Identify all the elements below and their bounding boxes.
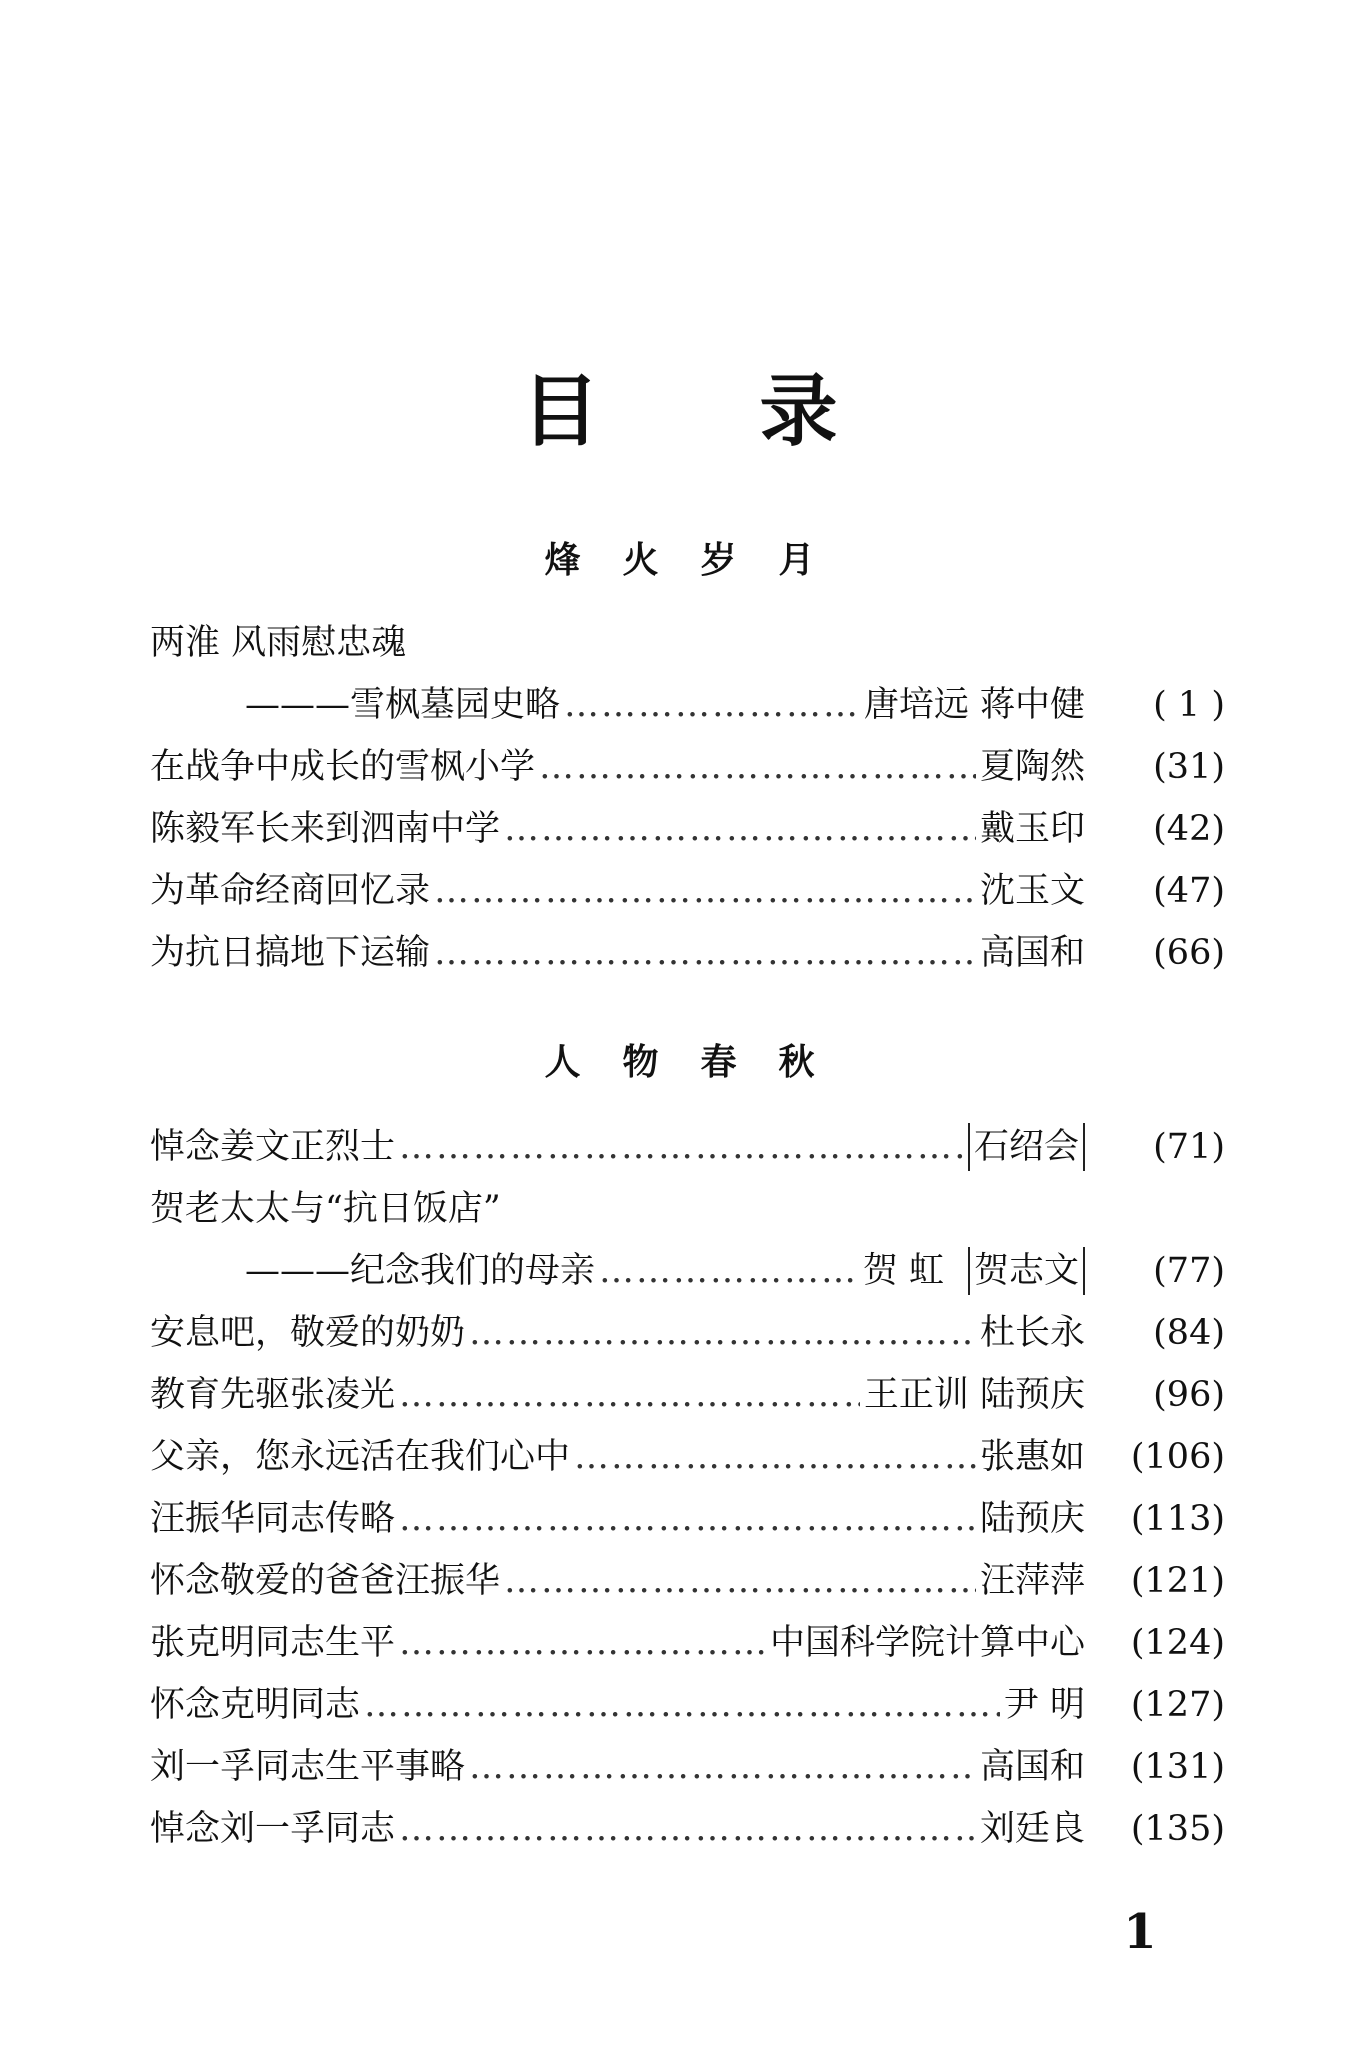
entry-page: (127) <box>1130 1685 1225 1725</box>
dot-leader <box>399 1370 860 1420</box>
dot-leader <box>399 1618 766 1668</box>
entry-authors: 高国和 <box>979 933 1085 973</box>
toc-entry[interactable] <box>150 1122 1225 1172</box>
dot-leader <box>599 1246 859 1296</box>
entry-title: 汪振华同志传略 <box>150 1499 396 1539</box>
entry-authors-boxed: 贺志文 <box>968 1247 1085 1295</box>
toc-entry[interactable] <box>150 1370 1225 1420</box>
section-heading-1 <box>0 536 1359 586</box>
dot-leader <box>504 804 976 854</box>
entry-authors-boxed: 石绍会 <box>968 1123 1085 1171</box>
entry-authors: 戴玉印 <box>979 809 1085 849</box>
entry-page: (96) <box>1153 1375 1225 1415</box>
dot-leader <box>539 742 976 792</box>
entry-page: (77) <box>1153 1251 1225 1291</box>
dot-leader <box>469 1308 976 1358</box>
entry-page: (106) <box>1130 1437 1225 1477</box>
entry-title: ———雪枫墓园史略 <box>245 685 561 725</box>
toc-entry[interactable] <box>150 928 1225 978</box>
entry-title: 张克明同志生平 <box>150 1623 396 1663</box>
entry-title: 悼念姜文正烈士 <box>150 1127 396 1167</box>
heading-char: 岁 <box>700 540 737 581</box>
entry-authors: 汪萍萍 <box>979 1561 1085 1601</box>
entry-authors: 沈玉文 <box>979 871 1085 911</box>
entry-authors: 唐培远 蒋中健 <box>863 685 1085 725</box>
entry-title: 安息吧，敬爱的奶奶 <box>150 1313 466 1353</box>
toc-entry[interactable] <box>150 618 1225 668</box>
entry-authors: 高国和 <box>979 1747 1085 1787</box>
entry-authors: 夏陶然 <box>979 747 1085 787</box>
dot-leader <box>504 1556 976 1606</box>
entry-page: (135) <box>1130 1809 1225 1849</box>
toc-entry[interactable] <box>150 1556 1225 1606</box>
page-number: 1 <box>1123 1904 1157 1960</box>
dot-leader <box>434 928 976 978</box>
entry-title: 在战争中成长的雪枫小学 <box>150 747 536 787</box>
toc-entry[interactable] <box>150 1308 1225 1358</box>
entry-page: ( 1 ) <box>1153 685 1225 725</box>
dot-leader <box>399 1122 964 1172</box>
entry-title: 父亲，您永远活在我们心中 <box>150 1437 571 1477</box>
entry-page: (121) <box>1130 1561 1225 1601</box>
heading-char: 月 <box>778 540 815 581</box>
heading-char: 秋 <box>778 1042 815 1083</box>
toc-entry[interactable] <box>150 866 1225 916</box>
toc-entry[interactable] <box>150 1804 1225 1854</box>
entry-title: 为抗日搞地下运输 <box>150 933 431 973</box>
entry-title: 两淮 风雨慰忠魂 <box>150 623 407 663</box>
toc-entry[interactable] <box>150 1494 1225 1544</box>
toc-entry[interactable] <box>150 742 1225 792</box>
entry-page: (131) <box>1130 1747 1225 1787</box>
entry-page: (31) <box>1153 747 1225 787</box>
toc-entry[interactable] <box>245 1246 1225 1296</box>
toc-entry[interactable] <box>150 804 1225 854</box>
heading-char: 人 <box>544 1042 581 1083</box>
entry-page: (66) <box>1153 933 1225 973</box>
entry-page: (113) <box>1130 1499 1225 1539</box>
heading-char: 春 <box>700 1042 737 1083</box>
toc-entry[interactable] <box>150 1432 1225 1482</box>
entry-title: 刘一孚同志生平事略 <box>150 1747 466 1787</box>
entry-title: 教育先驱张凌光 <box>150 1375 396 1415</box>
entry-authors: 陆预庆 <box>979 1499 1085 1539</box>
entry-authors: 张惠如 <box>979 1437 1085 1477</box>
entry-authors: 杜长永 <box>979 1313 1085 1353</box>
entry-title: ———纪念我们的母亲 <box>245 1251 596 1291</box>
entry-authors: 刘廷良 <box>979 1809 1085 1849</box>
entry-page: (47) <box>1153 871 1225 911</box>
dot-leader <box>399 1494 976 1544</box>
entry-title: 悼念刘一孚同志 <box>150 1809 396 1849</box>
entry-authors: 贺 虹 <box>862 1251 944 1291</box>
entry-page: (124) <box>1130 1623 1225 1663</box>
toc-entry[interactable] <box>150 1742 1225 1792</box>
entry-title: 怀念敬爱的爸爸汪振华 <box>150 1561 501 1601</box>
entry-page: (71) <box>1153 1127 1225 1167</box>
entry-authors: 尹 明 <box>1003 1685 1085 1725</box>
section-heading-2 <box>0 1038 1359 1088</box>
dot-leader <box>364 1680 1000 1730</box>
dot-leader <box>399 1804 976 1854</box>
dot-leader <box>564 680 860 730</box>
dot-leader <box>574 1432 976 1482</box>
heading-char: 物 <box>622 1042 659 1083</box>
entry-title: 陈毅军长来到泗南中学 <box>150 809 501 849</box>
toc-entry[interactable] <box>150 1618 1225 1668</box>
toc-entry[interactable] <box>245 680 1225 730</box>
entry-page: (42) <box>1153 809 1225 849</box>
entry-title: 怀念克明同志 <box>150 1685 361 1725</box>
toc-entry[interactable] <box>150 1680 1225 1730</box>
dot-leader <box>434 866 976 916</box>
entry-authors: 王正训 陆预庆 <box>863 1375 1085 1415</box>
toc-entry[interactable] <box>150 1184 1225 1234</box>
dot-leader <box>469 1742 976 1792</box>
heading-char: 烽 <box>544 540 581 581</box>
heading-char: 火 <box>622 540 659 581</box>
title-char: 录 <box>759 366 838 457</box>
title-char: 目 <box>521 366 600 457</box>
page-title <box>0 366 1359 457</box>
entry-title: 贺老太太与“抗日饭店” <box>150 1189 501 1229</box>
entry-title: 为革命经商回忆录 <box>150 871 431 911</box>
entry-authors: 中国科学院计算中心 <box>769 1623 1085 1663</box>
entry-page: (84) <box>1153 1313 1225 1353</box>
